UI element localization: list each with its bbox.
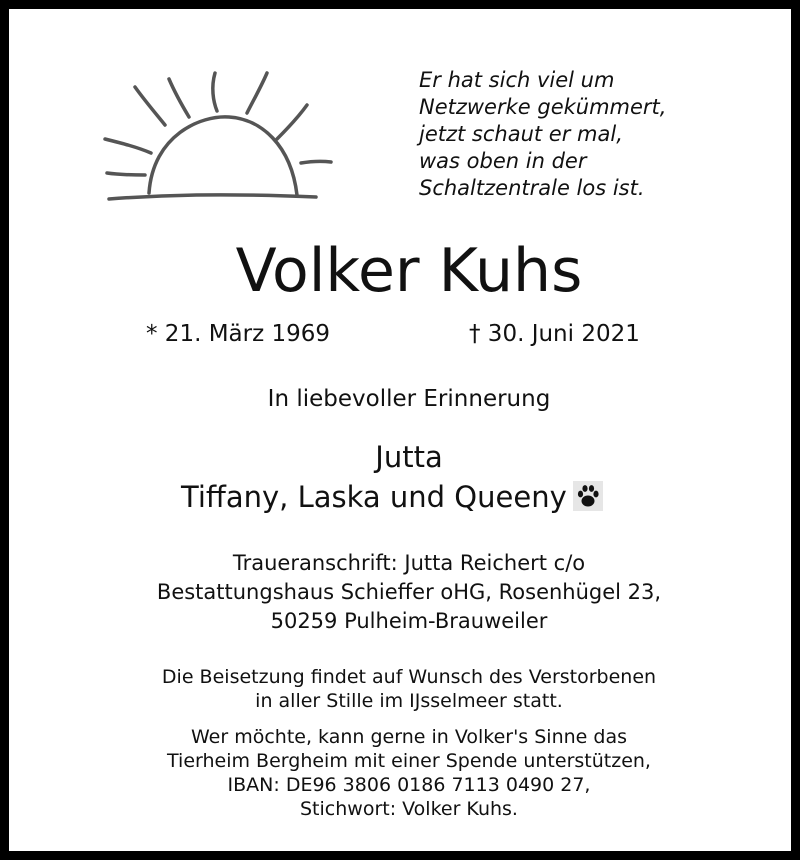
deceased-name: Volker Kuhs <box>235 236 583 306</box>
death-date: † 30. Juni 2021 <box>469 321 640 347</box>
birth-date: * 21. März 1969 <box>146 321 331 347</box>
note-line: in aller Stille im IJsselmeer statt. <box>255 690 563 712</box>
quote-line: Er hat sich viel um <box>419 68 615 92</box>
mourning-address <box>9 549 800 636</box>
donation-note <box>9 725 800 821</box>
quote-line: Netzwerke gekümmert, <box>419 95 667 119</box>
quote <box>419 67 666 202</box>
donation-line: Stichwort: Volker Kuhs. <box>300 798 518 820</box>
mourner-pets-text: Tiffany, Laska und Queeny <box>181 480 567 514</box>
quote-line: Schaltzentrale los ist. <box>419 176 645 200</box>
quote-line: was oben in der <box>419 149 587 173</box>
mourner-primary: Jutta <box>375 440 443 474</box>
donation-line: Wer möchte, kann gerne in Volker's Sinne das <box>190 726 628 748</box>
address-line: 50259 Pulheim-Brauweiler <box>270 609 548 633</box>
memory-line: In liebevoller Erinnerung <box>267 386 551 412</box>
burial-note <box>9 665 800 713</box>
address-line: Bestattungshaus Schieffer oHG, Rosenhügel 23, <box>156 580 662 604</box>
paw-icon <box>573 481 603 511</box>
address-line: Traueranschrift: Jutta Reichert c/o <box>232 551 586 575</box>
quote-line: jetzt schaut er mal, <box>419 122 623 146</box>
donation-line: Tierheim Bergheim mit einer Spende unterstützen, <box>167 750 651 772</box>
sun-icon <box>101 65 341 210</box>
note-line: Die Beisetzung findet auf Wunsch des Verstorbenen <box>161 666 657 688</box>
mourner-pets <box>181 479 603 515</box>
donation-line: IBAN: DE96 3806 0186 7113 0490 27, <box>227 774 591 796</box>
